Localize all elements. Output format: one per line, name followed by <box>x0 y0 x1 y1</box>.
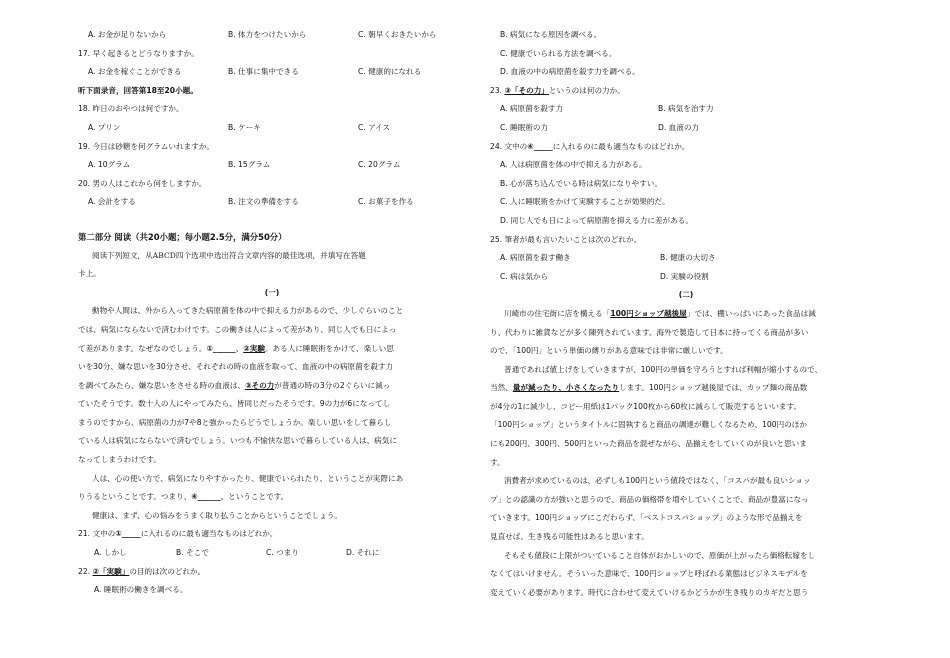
passage2-line: にも200円、300円、500円といった商品を混ぜながら、品揃えをしていくのが良いと思いま <box>490 439 807 449</box>
q23-option-d: D. 血液の力 <box>658 122 700 132</box>
q22-option-b: B. 病気になる原因を調べる。 <box>500 30 602 39</box>
q16-option-a: A. お金が足りないから <box>88 30 167 39</box>
text-fragment: りうるということです。つまり、 <box>78 492 192 502</box>
question-21 <box>78 525 466 544</box>
passage1-paragraph1 <box>78 302 466 469</box>
blank-ref: ①_____ <box>115 529 141 539</box>
marked-word-ref: ③「その力」 <box>504 85 549 95</box>
part2-title: 第二部分 阅读（共20小题；每小题2.5分，满分50分） <box>78 231 287 242</box>
question-20: 20. 男の人はこれから何をしますか。 <box>78 178 207 188</box>
passage2-paragraph2 <box>490 361 882 473</box>
q19-option-c: C. 20グラム <box>358 160 401 170</box>
q23-option-b: B. 病気を治す力 <box>658 104 714 114</box>
passage1-paragraph2 <box>78 470 466 507</box>
passage2-line <box>490 379 882 398</box>
q25-option-c: C. 病は気から <box>500 271 549 281</box>
text-fragment: 、ということです。 <box>220 492 289 502</box>
q24-option-d: D. 同じ人でも日によって病原菌を抑える力に差がある。 <box>500 215 693 225</box>
passage1-paragraph3: 健康は、まず、心の悩みをうまく取り払うことからということでしょう。 <box>92 510 342 520</box>
passage2-line: ので、「100円」という単価の縛りがある意味では非常に厳しいです。 <box>490 346 728 356</box>
q22-option-a: A. 睡眠術の働きを調べる。 <box>94 585 188 595</box>
marked-word-2: ②実験 <box>243 343 265 353</box>
q20-option-b: B. 注文の準備をする <box>228 197 299 207</box>
text-fragment: 23. <box>490 85 505 95</box>
question-17: 17. 早く起きるとどうなりますか。 <box>78 48 199 58</box>
q25-options-row2 <box>490 268 882 287</box>
passage1-line <box>78 377 466 396</box>
part2-instruction-line1: 阅读下列短文，从ABCD四个选项中选出符合文章内容的最佳选项，并填写在答题 <box>92 250 366 260</box>
marked-store-name: 100円ショップ越後屋 <box>610 308 687 318</box>
part2-instruction-line2: 卡上。 <box>78 269 101 279</box>
passage1-line <box>78 488 466 507</box>
q16-option-c: C. 朝早くおきたいから <box>358 30 437 39</box>
passage2-line: そもそも値段に上限がついていること自体がおかしいので、原価が上がったら価格転嫁をし <box>504 550 816 560</box>
question-24 <box>490 138 882 157</box>
text-fragment: に入れるのに最も適当なものはどれか。 <box>140 529 278 539</box>
marked-word-ref: ②「実験」 <box>92 566 130 576</box>
text-fragment: が普通の時の3分の2ぐらいに減っ <box>274 380 391 390</box>
q18-option-c: C. アイス <box>358 122 391 132</box>
text-fragment: 22. <box>78 566 93 576</box>
q18-options <box>78 119 466 138</box>
text-fragment: て差があります。なぜなのでしょう。 <box>78 343 207 353</box>
passage1-line: なってしまうわけです。 <box>78 455 161 465</box>
passage2-line <box>490 305 882 324</box>
q18-option-b: B. ケーキ <box>228 122 261 132</box>
q23-options-row2 <box>490 119 882 138</box>
blank-ref: ④_____ <box>527 141 553 151</box>
passage2-line: が4分の1に減少し、コピー用紙は1パック100枚から60枚に減らして販売するといいます。 <box>490 401 802 411</box>
q20-option-a: A. 会計をする <box>88 197 136 207</box>
text-fragment: 」では、棚いっぱいにあった食品は減 <box>686 308 816 318</box>
passage2-line: 消費者が求めているのは、必ずしも100円という値段ではなく、「コスパが最も良いショッ <box>504 476 811 486</box>
q16-options <box>78 26 466 45</box>
q19-option-a: A. 10グラム <box>88 160 131 170</box>
q17-option-b: B. 仕事に集中できる <box>228 67 299 77</box>
listening-instruction: 听下面录音，回答第18至20小题。 <box>78 85 198 95</box>
q17-options <box>78 63 466 82</box>
q22-option-c: C. 健康でいられる方法を調べる。 <box>500 48 617 58</box>
q21-options <box>78 544 466 563</box>
passage2-line: なくてはいけません。そういった意味で、100円ショップと呼ばれる業態はビジネスモデルを <box>490 569 808 579</box>
passage2-line: ていきます。100円ショップにこだわらず、「ベストコスパショップ」のような形で品揃えを <box>490 513 803 523</box>
passage1-title: (一) <box>264 287 280 297</box>
q17-option-a: A. お金を稼ぐことができる <box>88 67 182 77</box>
text-fragment: を調べてみたら、嫌な思いをさせる時の血液は、 <box>78 380 246 390</box>
q21-option-c: C. つまり <box>266 548 299 558</box>
passage2-line: す。 <box>490 457 505 467</box>
passage1-line: いを30分、嫌な思いを30分させ、それぞれの時の血液を取って、血液の中の病原菌を殺す力 <box>78 362 394 372</box>
passage2-line: プ」との認識の方が強いと思うので、商品の価格帯を増やしていくことで、商品が豊富になっ <box>490 494 809 504</box>
q24-option-c: C. 人に睡眠術をかけて実験することが効果的だ。 <box>500 197 670 207</box>
q24-option-a: A. 人は病原菌を体の中で抑える力がある。 <box>500 160 647 170</box>
q25-option-d: D. 実験の役割 <box>660 271 709 281</box>
q23-option-c: C. 睡眠術の力 <box>500 122 549 132</box>
passage2-title: (二) <box>678 290 694 300</box>
marked-phrase: 量が減ったり、小さくなったり <box>512 383 620 393</box>
passage2-line: 変えていく必要があります。時代に合わせて変えていけるかどうかが生き残りのカギだと思う <box>490 587 809 597</box>
passage1-line <box>78 340 466 359</box>
q20-options <box>78 193 466 212</box>
q23-options-row1 <box>490 100 882 119</box>
passage1-line: では、病気にならないで済むわけです。この働きは人によって差があり、同じ人でも日によっ <box>78 324 397 334</box>
question-25: 25. 筆者が最も言いたいことは次のどれか。 <box>490 234 642 244</box>
q22-option-d: D. 血液の中の病原菌を殺す力を調べる。 <box>500 67 640 77</box>
q18-option-a: A. プリン <box>88 122 121 132</box>
passage1-line: ていたそうです。数十人の人にやってみたら、皆同じだったそうです。9の力が6になってし <box>78 399 391 409</box>
left-column <box>78 26 466 600</box>
passage1-line: ている人は病気にならないで済むでしょう。いつも不愉快な思いで暮らしている人は、病気に <box>78 436 397 446</box>
passage1-line: まうのですから、病原菌の力が7や8と強かったらどうでしょうか。楽しい思いをして暮らし <box>78 417 392 427</box>
q21-option-b: B. そこで <box>176 548 209 558</box>
text-fragment: 川崎市の住宅街に店を構える「 <box>504 308 611 318</box>
text-fragment: します。100円ショップ越後屋では、カップ麺の商品数 <box>619 383 808 393</box>
q25-options-row1 <box>490 249 882 268</box>
passage2-line: り、代わりに雑貨などが多く陳列されています。海外で製造して日本に持ってくる商品が多い <box>490 327 809 337</box>
text-fragment: 当然、 <box>490 383 513 393</box>
text-fragment: 21. 文中の <box>78 529 116 539</box>
passage2-paragraph3 <box>490 472 882 546</box>
passage1-line: 動物や人間は、外から入ってきた病原菌を体の中で抑える力があるので、少しぐらいのこと <box>92 306 404 316</box>
passage2-paragraph1 <box>490 305 882 361</box>
q19-option-b: B. 15グラム <box>228 160 271 170</box>
text-fragment: 、 <box>235 343 244 353</box>
q19-options <box>78 156 466 175</box>
text-fragment: 。ある人に睡眠術をかけて、楽しい思 <box>264 343 394 353</box>
question-22 <box>78 563 466 582</box>
passage2-line: 「100円ショップ」というタイトルに固執すると商品の調達が難しくなるため、100円のほか <box>490 420 807 430</box>
passage2-paragraph4 <box>490 547 882 603</box>
q16-option-b: B. 体力をつけたいから <box>228 30 307 39</box>
right-column <box>490 26 882 602</box>
blank-1: ①______ <box>206 343 236 353</box>
text-fragment: というのは何の力か。 <box>548 85 625 95</box>
q21-option-d: D. それに <box>346 548 380 558</box>
blank-4: ④______ <box>191 492 221 502</box>
passage2-line: 普通であれば値上げをしていきますが、100円の単価を守ろうとすれば利幅が縮小するので、 <box>504 364 823 374</box>
q25-option-b: B. 健康の大切さ <box>660 253 716 263</box>
q24-option-b: B. 心が落ち込んでいる時は病気になりやすい。 <box>500 178 662 188</box>
passage2-line: 見直せば、生き残る可能性はあると思います。 <box>490 532 649 542</box>
text-fragment: 24. 文中の <box>490 141 528 151</box>
text-fragment: の目的は次のどれか。 <box>129 566 206 576</box>
question-18: 18. 昨日のおやつは何ですか。 <box>78 104 184 114</box>
text-fragment: に入れるのに最も適当なものはどれか。 <box>552 141 690 151</box>
q23-option-a: A. 病原菌を殺す力 <box>500 104 564 114</box>
passage1-line: 人は、心の使い方で、病気になりやすかったり、健康でいられたり、ということが実際にあ <box>92 473 404 483</box>
question-23 <box>490 82 882 101</box>
q17-option-c: C. 健康的になれる <box>358 67 422 77</box>
q21-option-a: A. しかし <box>94 548 127 558</box>
question-19: 19. 今日は砂糖を何グラムいれますか。 <box>78 141 214 151</box>
q20-option-c: C. お菓子を作る <box>358 197 414 207</box>
q25-option-a: A. 病原菌を殺す働き <box>500 253 571 263</box>
marked-word-3: ③その力 <box>245 380 275 390</box>
